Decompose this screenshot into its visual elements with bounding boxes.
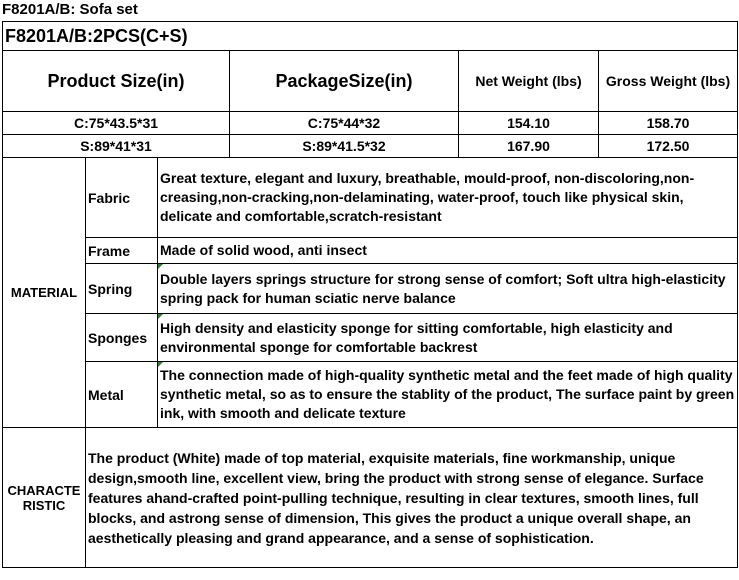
header-gross-weight: Gross Weight (lbs)	[599, 51, 738, 112]
material-name-frame: Frame	[86, 238, 158, 264]
header-row	[3, 51, 738, 112]
header-product-size: Product Size(in)	[3, 51, 230, 112]
document-title: F8201A/B: Sofa set	[2, 1, 138, 18]
header-net-weight: Net Weight (lbs)	[459, 51, 599, 112]
material-name-sponges: Sponges	[86, 314, 158, 362]
package-size-cell: S:89*41.5*32	[230, 135, 459, 158]
net-weight-cell: 167.90	[459, 135, 599, 158]
material-desc-metal: The connection made of high-quality synthetic metal and the feet made of high quality synthetic metal, so as to ensure the stablity of the product, The surface paint by green ink, with smooth and delicate texture	[158, 362, 738, 428]
characteristic-row	[3, 428, 738, 568]
gross-weight-cell: 172.50	[599, 135, 738, 158]
characteristic-label	[3, 428, 86, 568]
material-desc-fabric: Great texture, elegant and luxury, breathable, mould-proof, non-discoloring,non-creasing,non-cracking,non-delaminating, water-proof, touch like physical skin, delicate and comfortable,scratch-resistant	[158, 158, 738, 238]
gross-weight-cell: 158.70	[599, 112, 738, 135]
material-row-fabric	[3, 158, 738, 238]
net-weight-cell: 154.10	[459, 112, 599, 135]
characteristic-label-line1: CHARACTE	[7, 482, 81, 498]
material-name-spring: Spring	[86, 264, 158, 314]
model-row	[3, 22, 738, 51]
package-size-cell: C:75*44*32	[230, 112, 459, 135]
header-package-size: PackageSize(in)	[230, 51, 459, 112]
material-row-frame	[3, 238, 738, 264]
material-row-metal	[3, 362, 738, 428]
material-name-metal: Metal	[86, 362, 158, 428]
characteristic-label-line2: RISTIC	[22, 497, 66, 513]
material-section-label: MATERIAL	[3, 158, 86, 428]
product-size-cell: C:75*43.5*31	[3, 112, 230, 135]
model-line: F8201A/B:2PCS(C+S)	[3, 22, 738, 51]
material-desc-spring: Double layers springs structure for strong sense of comfort; Soft ultra high-elasticity spring pack for human sciatic nerve balance	[158, 264, 738, 314]
material-desc-frame: Made of solid wood, anti insect	[158, 238, 738, 264]
material-desc-sponges: High density and elasticity sponge for sitting comfortable, high elasticity and environmental sponge for comfortable backrest	[158, 314, 738, 362]
product-size-cell: S:89*41*31	[3, 135, 230, 158]
characteristic-desc: The product (White) made of top material, exquisite materials, fine workmanship, unique design,smooth line, excellent view, bring the product with strong sense of elegance. Surface features ahand-crafted point-pulling technique, resulting in clear textures, smooth lines, full blocks, and astrong sense of dimension, This gives the product a unique overall shape, an aesthetically pleasing and grand appearance, and a sense of sophistication.	[86, 428, 738, 568]
table-row	[3, 135, 738, 158]
material-row-spring	[3, 264, 738, 314]
table-row	[3, 112, 738, 135]
spec-table	[2, 21, 738, 568]
material-name-fabric: Fabric	[86, 158, 158, 238]
material-row-sponges	[3, 314, 738, 362]
